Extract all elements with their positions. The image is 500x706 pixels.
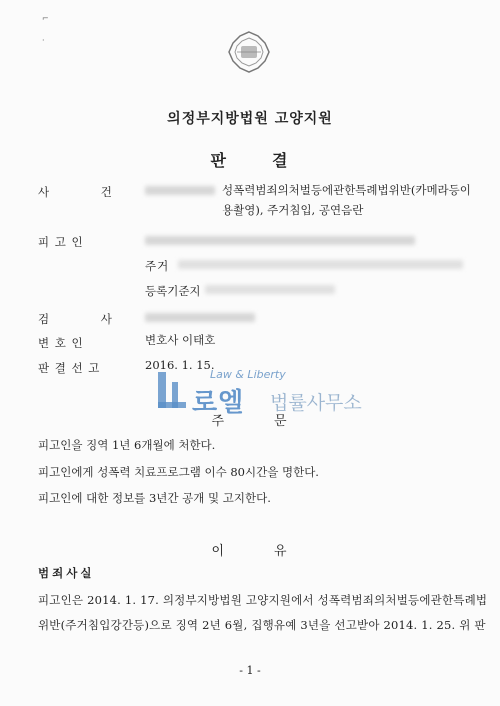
reason-heading <box>0 540 500 559</box>
order-line-2: 피고인에게 성폭력 치료프로그램 이수 80시간을 명한다. <box>38 465 319 479</box>
reason-heading-char-2: 유 <box>274 544 289 559</box>
watermark-english: Law & Liberty <box>210 368 286 381</box>
verdict-date-value: 2016. 1. 15. <box>145 358 215 372</box>
case-number-redacted <box>145 186 215 195</box>
crime-facts-label: 범죄사실 <box>38 566 95 580</box>
order-heading <box>0 410 500 429</box>
court-emblem-icon <box>227 30 271 74</box>
title-char-2: 결 <box>272 151 290 170</box>
page-number: - 1 - <box>239 664 261 677</box>
case-label: 사 건 <box>38 185 113 199</box>
case-name-line2: 용촬영), 주거침입, 공연음란 <box>222 203 364 217</box>
prosecutor-label: 검 사 <box>38 312 113 326</box>
crime-facts-line-1: 피고인은 2014. 1. 17. 의정부지방법원 고양지원에서 성폭력범죄의처벌등에관한특례법 <box>38 593 488 607</box>
watermark-suffix: 법률사무소 <box>270 392 362 414</box>
registration-label: 등록기준지 <box>145 284 201 298</box>
case-name <box>222 180 472 220</box>
corner-mark-1: ⌐ <box>42 14 49 23</box>
prosecutor-redacted <box>145 313 255 322</box>
counsel-label: 변 호 인 <box>38 336 84 350</box>
corner-mark-2: · <box>42 36 45 45</box>
registration-redacted <box>205 285 335 294</box>
counsel-value: 변호사 이태호 <box>145 333 216 347</box>
title-char-1: 판 <box>210 151 228 170</box>
address-label: 주거 <box>145 259 170 273</box>
order-heading-char-1: 주 <box>211 414 226 429</box>
crime-facts-line-2: 위반(주거침입강간등)으로 징역 2년 6월, 집행유예 3년을 선고받아 2014. 1. 25. 위 판 <box>38 618 486 632</box>
case-name-line1: 성폭력범죄의처벌등에관한특례법위반(카메라등이 <box>222 183 471 197</box>
order-heading-char-2: 문 <box>274 414 289 429</box>
address-redacted <box>178 260 463 269</box>
document-title <box>0 148 500 171</box>
court-name: 의정부지방법원 고양지원 <box>167 111 333 127</box>
reason-heading-char-1: 이 <box>211 544 226 559</box>
defendant-name-redacted <box>145 236 415 245</box>
order-line-1: 피고인을 징역 1년 6개월에 처한다. <box>38 438 216 452</box>
defendant-label: 피 고 인 <box>38 235 84 249</box>
order-line-3: 피고인에 대한 정보를 3년간 공개 및 고지한다. <box>38 491 271 505</box>
watermark-korean: 로엘 <box>192 388 245 418</box>
verdict-date-label: 판 결 선 고 <box>38 361 101 375</box>
